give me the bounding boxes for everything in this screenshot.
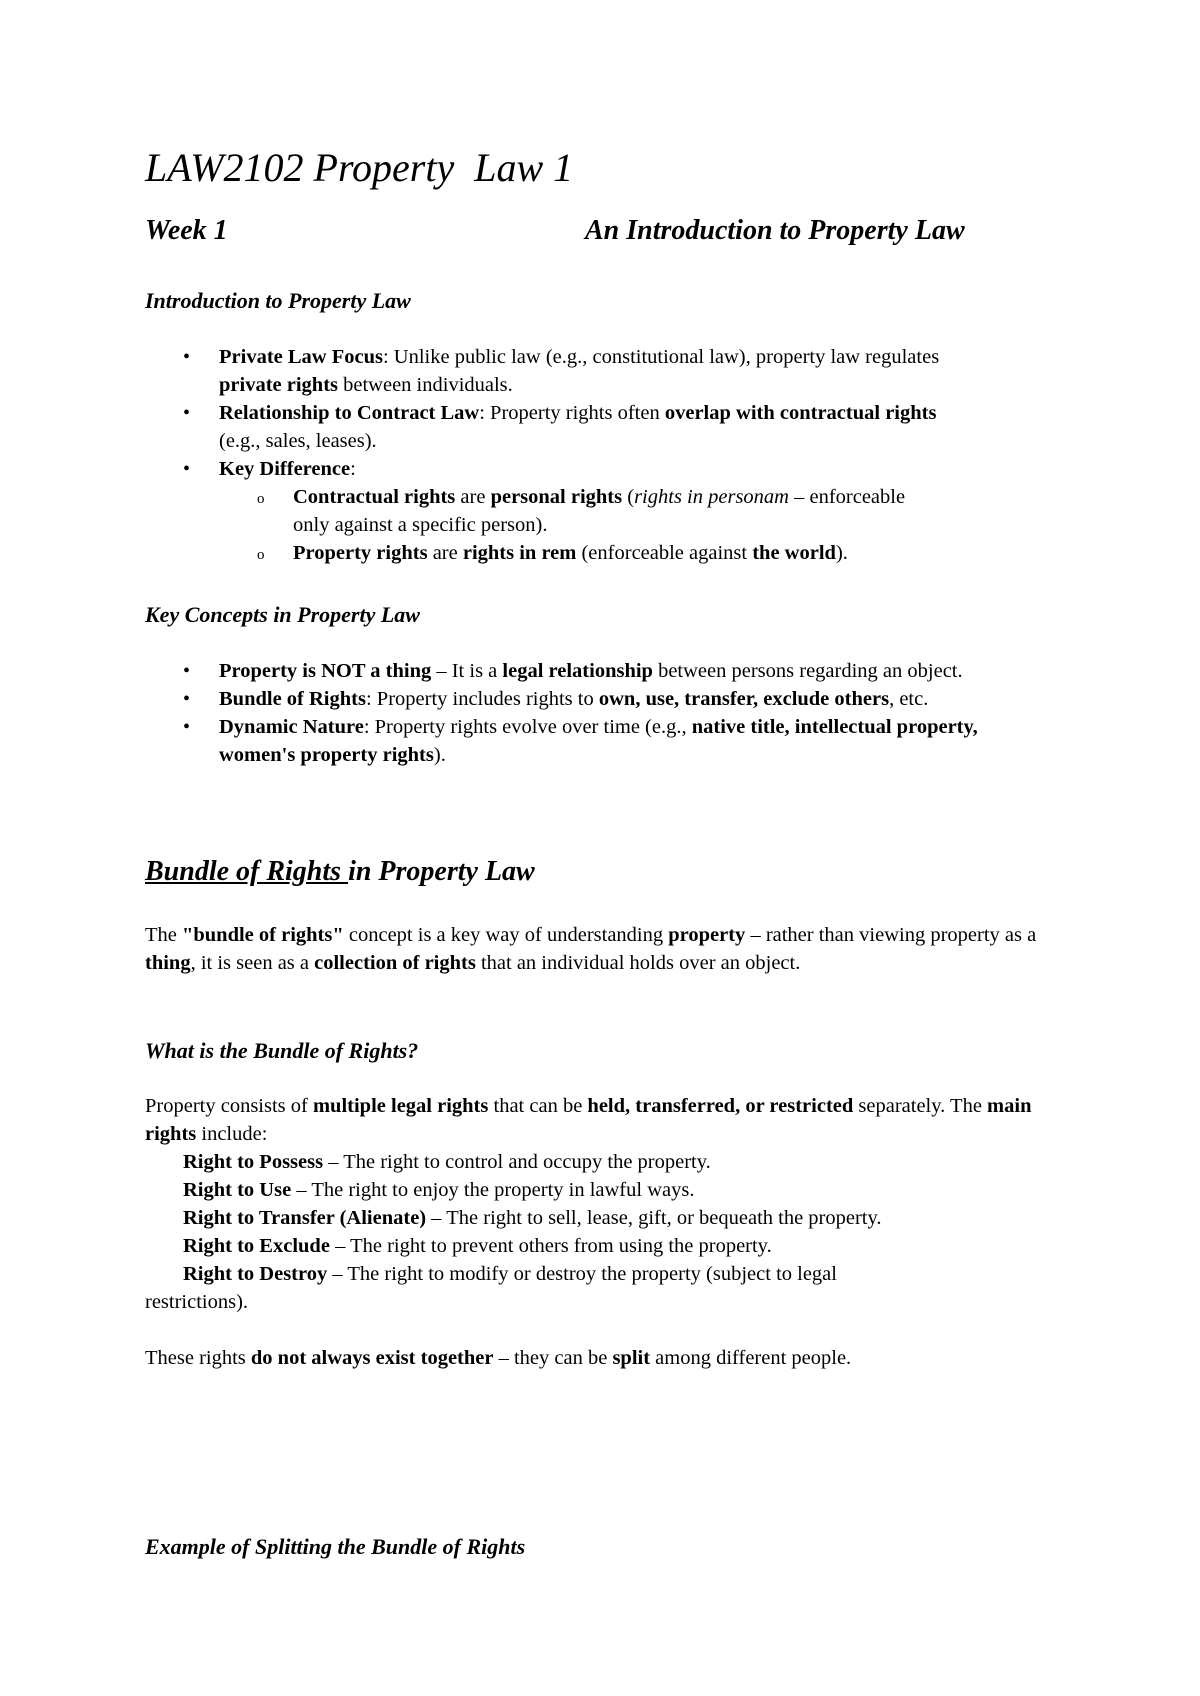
bullet-icon: •	[183, 346, 191, 368]
right-item: Right to Destroy – The right to modify or destroy the property (subject to legal	[183, 1263, 837, 1285]
document-page	[145, 0, 1045, 1696]
list-item: • Bundle of Rights: Property includes rights to own, use, transfer, exclude others, etc.	[145, 685, 979, 713]
week-topic: An Introduction to Property Law	[585, 215, 965, 246]
bullet-icon: •	[183, 660, 191, 682]
what-is-bundle-body: Property consists of multiple legal rights that can be held, transferred, or restricted separately. The main rights include: Right to Possess – The right to control and occupy the property. Right to Use – The right to enjoy the property in lawful ways. Right to Transfer (Alienate) – The right to sell, lease, gift, or bequeath the property. Right to Exclude – The right to prevent others from using the property. Right to Destroy – The right to modify or destroy the property (subject to legal restrictions). These rights do not always exist together – they can be split among different people.	[145, 1092, 1045, 1372]
bullet-icon: •	[183, 688, 191, 710]
intro-list	[145, 343, 1045, 567]
bullet-icon: •	[183, 402, 191, 424]
right-item: Right to Exclude – The right to prevent others from using the property.	[183, 1235, 772, 1257]
heading-what-is-bundle: What is the Bundle of Rights?	[145, 1038, 419, 1063]
circle-bullet-icon: o	[257, 491, 265, 507]
document-title: LAW2102 Property Law 1	[145, 145, 574, 190]
circle-bullet-icon: o	[257, 547, 265, 563]
bundle-paragraph: The "bundle of rights" concept is a key way of understanding property – rather than viewing property as a thing, it is seen as a collection of rights that an individual holds over an object.	[145, 924, 1037, 974]
concepts-list	[145, 657, 1045, 769]
list-item: • Relationship to Contract Law: Property rights often overlap with contractual rights (e.g., sales, leases).	[145, 399, 979, 455]
sub-list-item: o Contractual rights are personal rights (rights in personam – enforceable only against a specific person).	[257, 486, 906, 536]
week-label: Week 1	[145, 215, 228, 246]
list-item: • Private Law Focus: Unlike public law (e.g., constitutional law), property law regulates private rights between individuals.	[145, 343, 979, 399]
right-item: Right to Possess – The right to control and occupy the property.	[183, 1151, 711, 1173]
list-item: • Dynamic Nature: Property rights evolve over time (e.g., native title, intellectual property, women's property rights).	[145, 713, 979, 769]
list-item: • Key Difference: o Contractual rights are personal rights (rights in personam – enforceable only against a specific person). o Property rights are rights in rem (enforceable against the world).	[145, 455, 979, 567]
heading-bundle-of-rights: Bundle of Rights in Property Law	[145, 856, 535, 887]
right-item-continuation: restrictions).	[145, 1291, 249, 1313]
right-item: Right to Use – The right to enjoy the property in lawful ways.	[183, 1179, 695, 1201]
list-item: • Property is NOT a thing – It is a legal relationship between persons regarding an object.	[145, 657, 979, 685]
sub-list-item: o Property rights are rights in rem (enforceable against the world).	[145, 539, 909, 567]
heading-introduction: Introduction to Property Law	[145, 288, 411, 313]
right-item: Right to Transfer (Alienate) – The right to sell, lease, gift, or bequeath the property.	[183, 1207, 882, 1229]
bullet-icon: •	[183, 458, 191, 480]
heading-example-splitting: Example of Splitting the Bundle of Rights	[145, 1534, 526, 1559]
heading-key-concepts: Key Concepts in Property Law	[145, 602, 420, 627]
bullet-icon: •	[183, 716, 191, 738]
